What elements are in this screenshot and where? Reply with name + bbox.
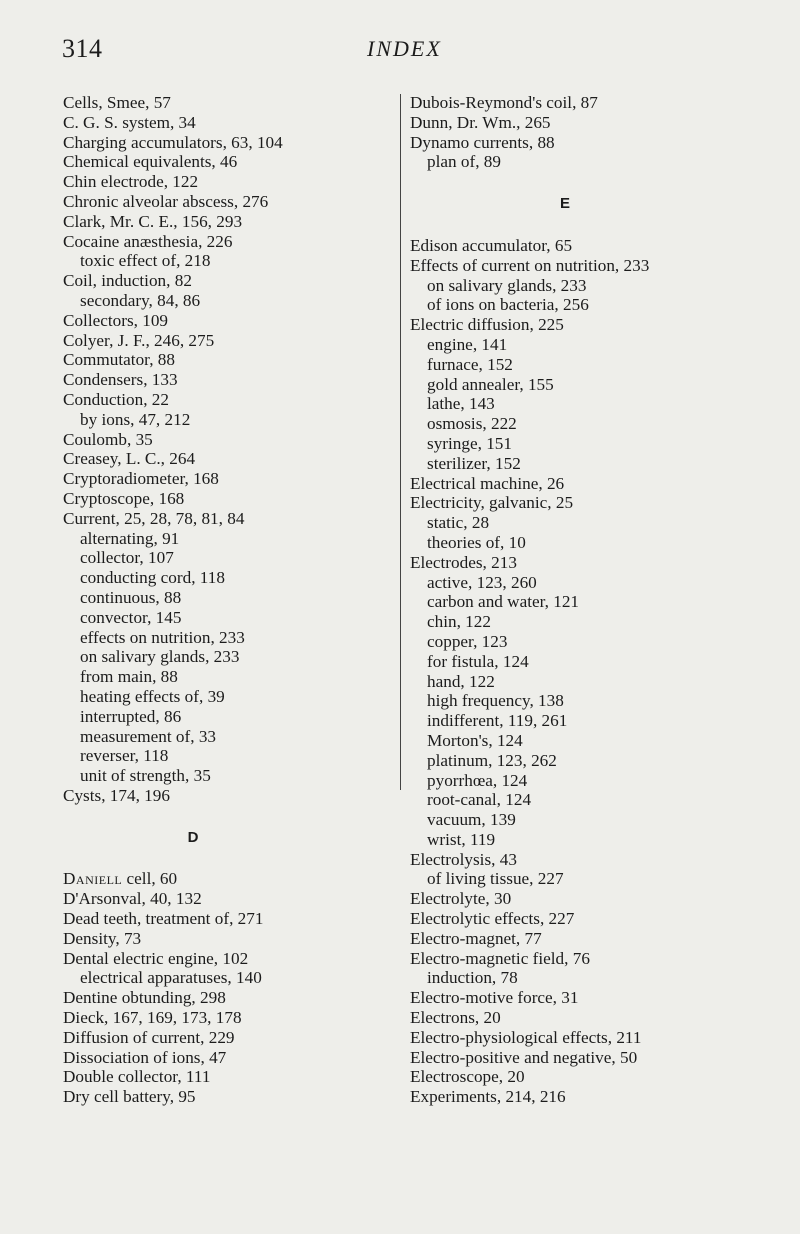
index-subentry: unit of strength, 35 bbox=[80, 766, 211, 786]
index-subentry: indifferent, 119, 261 bbox=[427, 711, 568, 731]
index-subentry: by ions, 47, 212 bbox=[80, 409, 191, 429]
index-entry: Cryptoscope, 168 bbox=[63, 488, 185, 508]
index-entry: Cells, Smee, 57 bbox=[63, 93, 171, 112]
index-subentry: gold annealer, 155 bbox=[427, 374, 554, 394]
index-entry: C. G. S. system, 34 bbox=[63, 112, 196, 132]
index-entry: Creasey, L. C., 264 bbox=[63, 449, 196, 469]
index-subentry: electrical apparatuses, 140 bbox=[80, 968, 262, 988]
index-subentry: chin, 122 bbox=[427, 612, 491, 632]
index-entry: Experiments, 214, 216 bbox=[410, 1087, 566, 1107]
index-entry: Dental electric engine, 102 bbox=[63, 948, 249, 968]
index-subentry: hand, 122 bbox=[427, 671, 495, 691]
index-subentry: wrist, 119 bbox=[427, 829, 496, 849]
index-entry: Cysts, 174, 196 bbox=[63, 785, 170, 805]
index-subentry: secondary, 84, 86 bbox=[80, 290, 201, 310]
index-subentry: of ions on bacteria, 256 bbox=[427, 295, 589, 315]
index-subentry: effects on nutrition, 233 bbox=[80, 627, 245, 647]
index-entry: Chin electrode, 122 bbox=[63, 172, 199, 192]
index-subentry: plan of, 89 bbox=[427, 152, 501, 172]
index-entry: Coil, induction, 82 bbox=[63, 271, 192, 291]
index-entry-pages: cell, 60 bbox=[122, 869, 178, 889]
index-subentry: conducting cord, 118 bbox=[80, 568, 225, 588]
index-entry: Chronic alveolar abscess, 276 bbox=[63, 191, 269, 211]
index-entry: Diffusion of current, 229 bbox=[63, 1027, 235, 1047]
index-entry: Electrons, 20 bbox=[410, 1008, 501, 1028]
index-subentry: lathe, 143 bbox=[427, 394, 495, 414]
index-subentry: on salivary glands, 233 bbox=[80, 647, 240, 667]
index-entry: Electrolytic effects, 227 bbox=[410, 909, 575, 929]
index-entry: Dissociation of ions, 47 bbox=[63, 1047, 227, 1067]
index-entry: Dunn, Dr. Wm., 265 bbox=[410, 112, 551, 132]
index-subentry: from main, 88 bbox=[80, 667, 178, 687]
index-entry: Double collector, 111 bbox=[63, 1067, 211, 1087]
running-title: INDEX bbox=[367, 36, 442, 61]
index-entry: Electro-motive force, 31 bbox=[410, 988, 579, 1008]
index-subentry: active, 123, 260 bbox=[427, 572, 537, 592]
index-subentry: induction, 78 bbox=[427, 968, 518, 988]
section-letter-e: E bbox=[559, 195, 570, 213]
index-subentry: syringe, 151 bbox=[427, 433, 512, 453]
index-entry: Dead teeth, treatment of, 271 bbox=[63, 909, 264, 929]
index-entry: Electrodes, 213 bbox=[410, 552, 517, 572]
index-entry-heading: Daniell bbox=[63, 869, 123, 889]
index-entry: Effects of current on nutrition, 233 bbox=[410, 255, 650, 275]
index-subentry: heating effects of, 39 bbox=[80, 686, 225, 706]
index-subentry: platinum, 123, 262 bbox=[427, 750, 557, 770]
index-entry: Electro-physiological effects, 211 bbox=[410, 1027, 642, 1047]
index-subentry: reverser, 118 bbox=[80, 746, 169, 766]
index-entry: Clark, Mr. C. E., 156, 293 bbox=[63, 211, 243, 231]
index-subentry: static, 28 bbox=[427, 513, 490, 533]
index-entry: Electricity, galvanic, 25 bbox=[410, 493, 574, 513]
index-subentry: of living tissue, 227 bbox=[427, 869, 564, 889]
index-entry: Coulomb, 35 bbox=[63, 429, 153, 449]
index-entry: Electrical machine, 26 bbox=[410, 473, 565, 493]
index-subentry: interrupted, 86 bbox=[80, 706, 182, 726]
index-subentry: high frequency, 138 bbox=[427, 691, 564, 711]
index-entry: Dry cell battery, 95 bbox=[63, 1087, 196, 1107]
index-entry: Electrolyte, 30 bbox=[410, 889, 512, 909]
index-entry: Chemical equivalents, 46 bbox=[63, 152, 238, 172]
index-entry: Cryptoradiometer, 168 bbox=[63, 469, 219, 489]
index-subentry: carbon and water, 121 bbox=[427, 592, 580, 612]
index-entry: Electroscope, 20 bbox=[410, 1067, 525, 1087]
index-entry: Density, 73 bbox=[63, 928, 142, 948]
index-subentry: root-canal, 124 bbox=[427, 790, 532, 810]
index-entry: Edison accumulator, 65 bbox=[410, 235, 573, 255]
index-subentry: measurement of, 33 bbox=[80, 726, 217, 746]
index-subentry: alternating, 91 bbox=[80, 528, 180, 548]
index-entry: D'Arsonval, 40, 132 bbox=[63, 889, 202, 909]
index-subentry: toxic effect of, 218 bbox=[80, 251, 211, 271]
index-entry: Current, 25, 28, 78, 81, 84 bbox=[63, 508, 245, 528]
index-subentry: osmosis, 222 bbox=[427, 414, 517, 434]
index-entry: Electrolysis, 43 bbox=[410, 849, 517, 869]
index-entry: Cocaine anæsthesia, 226 bbox=[63, 231, 233, 251]
index-entry: Colyer, J. F., 246, 275 bbox=[63, 330, 215, 350]
index-subentry: pyorrhœa, 124 bbox=[427, 770, 528, 790]
index-subentry: on salivary glands, 233 bbox=[427, 275, 587, 295]
index-subentry: theories of, 10 bbox=[427, 532, 526, 552]
index-block-d bbox=[63, 869, 383, 1107]
index-block-d-continued bbox=[410, 93, 755, 172]
index-subentry: collector, 107 bbox=[80, 548, 174, 568]
index-subentry: Morton's, 124 bbox=[427, 730, 523, 750]
index-subentry: sterilizer, 152 bbox=[427, 453, 521, 473]
index-entry: Dentine obtunding, 298 bbox=[63, 988, 226, 1008]
index-column-right bbox=[397, 93, 755, 1107]
index-entry: Dynamo currents, 88 bbox=[410, 132, 555, 152]
page-header bbox=[62, 34, 738, 74]
section-letter-d: D bbox=[187, 828, 199, 846]
index-entry: Collectors, 109 bbox=[63, 310, 169, 330]
page-number: 314 bbox=[62, 34, 103, 63]
index-subentry: convector, 145 bbox=[80, 607, 182, 627]
index-subentry: copper, 123 bbox=[427, 631, 508, 651]
index-entry: Electro-positive and negative, 50 bbox=[410, 1047, 638, 1067]
index-subentry: furnace, 152 bbox=[427, 354, 513, 374]
index-block-e bbox=[410, 236, 755, 1107]
index-entry: Dubois-Reymond's coil, 87 bbox=[410, 93, 598, 112]
index-subentry: continuous, 88 bbox=[80, 587, 182, 607]
index-block-c bbox=[63, 93, 383, 806]
index-entry: Commutator, 88 bbox=[63, 350, 175, 370]
index-subentry: engine, 141 bbox=[427, 334, 508, 354]
index-entry: Electric diffusion, 225 bbox=[410, 315, 564, 335]
index-entry: Conduction, 22 bbox=[63, 389, 169, 409]
index-subentry: vacuum, 139 bbox=[427, 810, 516, 830]
index-entry bbox=[63, 869, 383, 889]
index-entry: Dieck, 167, 169, 173, 178 bbox=[63, 1008, 242, 1028]
index-entry: Electro-magnet, 77 bbox=[410, 928, 542, 948]
index-entry: Charging accumulators, 63, 104 bbox=[63, 132, 283, 152]
index-entry: Condensers, 133 bbox=[63, 370, 178, 390]
index-subentry: for fistula, 124 bbox=[427, 651, 529, 671]
index-entry: Electro-magnetic field, 76 bbox=[410, 948, 590, 968]
index-column-left bbox=[63, 93, 383, 1107]
